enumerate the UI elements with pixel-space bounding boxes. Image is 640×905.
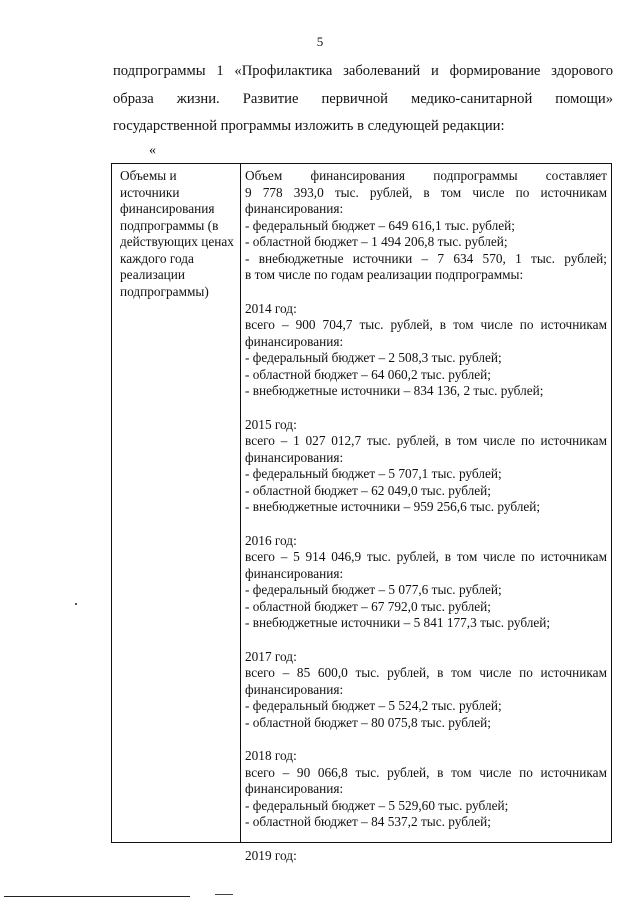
intro-line-1: подпрограммы 1 «Профилактика заболеваний и формирование здорового [113, 63, 613, 79]
year-total: всего – 1 027 012,7 тыс. рублей, в том числе по источникам [245, 433, 607, 448]
year-total: всего – 900 704,7 тыс. рублей, в том числе по источникам [245, 317, 607, 332]
spacer [245, 632, 607, 649]
year-item: - федеральный бюджет – 5 077,6 тыс. рублей; [245, 582, 502, 597]
year-item: - областной бюджет – 64 060,2 тыс. рублей; [245, 366, 491, 382]
spacer [245, 284, 607, 301]
year-total: всего – 5 914 046,9 тыс. рублей, в том числе по источникам [245, 549, 607, 564]
year-heading: 2016 год: [245, 532, 297, 548]
summary-line: - федеральный бюджет – 649 616,1 тыс. рублей; [245, 217, 515, 233]
year-item: - федеральный бюджет – 5 707,1 тыс. рублей; [245, 466, 502, 481]
year-item: - федеральный бюджет – 5 529,60 тыс. рублей; [245, 797, 509, 813]
summary-line: - областной бюджет – 1 494 206,8 тыс. рублей; [245, 234, 508, 249]
year-item: - федеральный бюджет – 5 524,2 тыс. рублей; [245, 698, 502, 713]
year-heading: 2015 год: [245, 416, 297, 432]
spacer [245, 400, 607, 417]
year-sources-label: финансирования: [245, 449, 344, 465]
year-item: - внебюджетные источники – 5 841 177,3 тыс. рублей; [245, 615, 551, 630]
year-total: всего – 90 066,8 тыс. рублей, в том числе по источникам [245, 764, 607, 780]
year-heading: 2019 год: [245, 847, 297, 863]
summary-line: в том числе по годам реализации подпрограммы: [245, 267, 524, 282]
year-sources-label: финансирования: [245, 681, 344, 697]
scan-speck [75, 603, 77, 605]
column-divider [240, 164, 241, 842]
footer-rule [4, 896, 190, 897]
summary-line: 9 778 393,0 тыс. рублей, в том числе по источникам [245, 184, 607, 200]
summary-line: - внебюджетные источники – 7 634 570, 1 тыс. рублей; [245, 250, 607, 266]
year-sources-label: финансирования: [245, 333, 344, 349]
spacer [245, 831, 607, 848]
summary-line: Объем финансирования подпрограммы составляет [245, 168, 607, 183]
year-item: - областной бюджет – 84 537,2 тыс. рублей; [245, 814, 491, 829]
spacer [245, 731, 607, 748]
financing-table [111, 163, 612, 863]
year-sources-label: финансирования: [245, 565, 344, 581]
year-item: - внебюджетные источники – 959 256,6 тыс. рублей; [245, 499, 541, 514]
opening-quote-mark: « [149, 143, 156, 158]
year-item: - федеральный бюджет – 2 508,3 тыс. рублей; [245, 350, 502, 365]
table-right-cell [245, 168, 607, 864]
year-item: - внебюджетные источники – 834 136, 2 тыс. рублей; [245, 383, 544, 398]
summary-line: финансирования: [245, 201, 344, 216]
year-item: - областной бюджет – 67 792,0 тыс. рублей; [245, 598, 491, 614]
year-heading: 2018 год: [245, 748, 297, 763]
year-heading: 2014 год: [245, 300, 297, 316]
intro-line-3: государственной программы изложить в следующей редакции: [113, 118, 505, 134]
year-item: - областной бюджет – 62 049,0 тыс. рублей; [245, 482, 491, 498]
year-heading: 2017 год: [245, 648, 297, 664]
intro-line-2: образа жизни. Развитие первичной медико-санитарной помощи» [113, 91, 613, 107]
spacer [245, 516, 607, 533]
year-total: всего – 85 600,0 тыс. рублей, в том числе по источникам [245, 665, 607, 680]
page-number: 5 [316, 34, 324, 49]
year-sources-label: финансирования: [245, 781, 344, 796]
table-left-cell: Объемы и источники финансирования подпрограммы (в действующих ценах каждого года реализации подпрограммы) [120, 168, 234, 299]
year-item: - областной бюджет – 80 075,8 тыс. рублей; [245, 714, 491, 730]
footer-rule-fragment [215, 894, 233, 895]
